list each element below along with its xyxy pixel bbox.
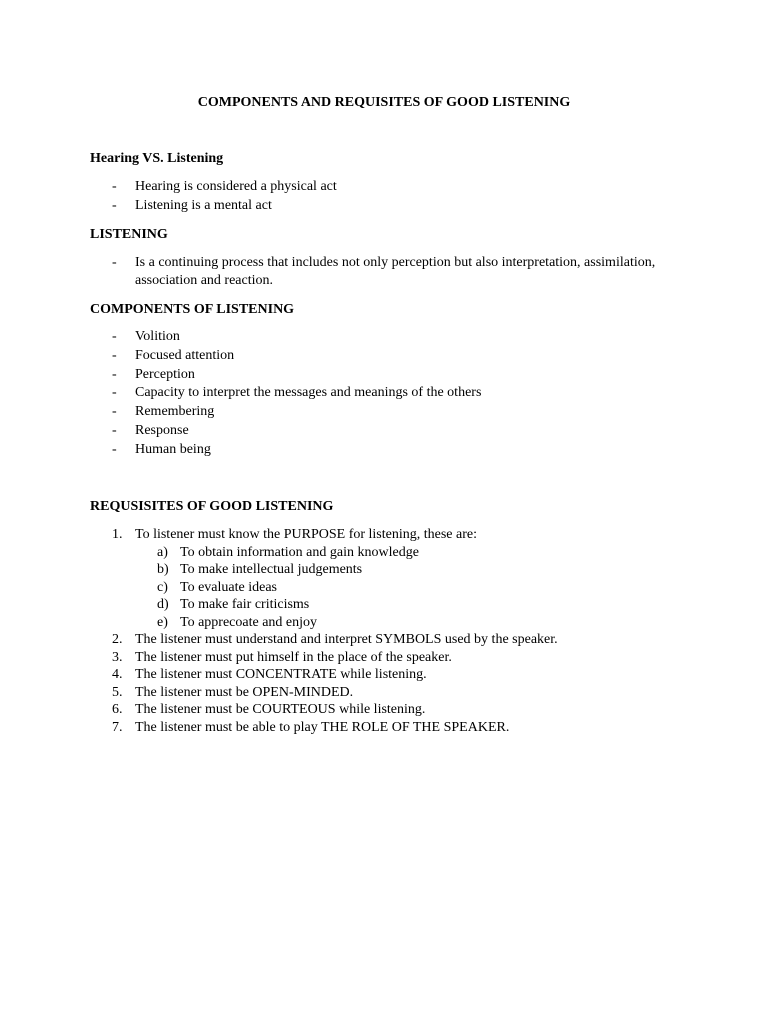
list-item-text: The listener must be OPEN-MINDED. <box>135 684 354 700</box>
sublist-letter: e) <box>157 614 168 630</box>
list-number: 2. <box>112 632 123 647</box>
list-item <box>90 254 680 290</box>
list-item <box>90 422 680 441</box>
list-item <box>90 366 680 385</box>
list-item-text: Response <box>135 422 189 438</box>
sublist-item-text: To make intellectual judgements <box>180 562 363 577</box>
sublist-letter: b) <box>157 562 169 577</box>
list-item-text: Focused attention <box>135 347 235 363</box>
sublist-item-text: To apprecoate and enjoy <box>180 614 318 630</box>
hearing-vs-listening-list <box>90 178 680 216</box>
sublist-item <box>135 561 690 579</box>
listening-list <box>90 254 680 290</box>
list-number: 5. <box>112 684 123 700</box>
sublist-item <box>135 544 690 562</box>
section-heading-requisites: REQUSISITES OF GOOD LISTENING <box>90 499 334 514</box>
sublist-letter: d) <box>157 597 169 612</box>
sublist-letter: c) <box>157 579 168 595</box>
list-item-text: Human being <box>135 441 211 457</box>
list-item-text: Listening is a mental act <box>135 197 272 213</box>
list-number: 3. <box>112 649 123 665</box>
list-item-text: The listener must CONCENTRATE while listening. <box>135 667 427 682</box>
dash-marker: - <box>112 441 117 457</box>
list-item-text: To listener must know the PURPOSE for listening, these are: <box>135 527 477 542</box>
list-item <box>90 701 690 719</box>
section-heading-hearing-vs-listening: Hearing VS. Listening <box>90 151 224 166</box>
dash-marker: - <box>112 347 117 363</box>
dash-marker: - <box>112 255 117 270</box>
list-item <box>90 178 680 197</box>
list-item-text: The listener must be COURTEOUS while listening. <box>135 702 426 717</box>
dash-marker: - <box>112 404 117 420</box>
dash-marker: - <box>112 179 117 194</box>
list-number: 1. <box>112 527 123 542</box>
list-item-text: Is a continuing process that includes not only perception but also interpretation, assimilation, association and reaction. <box>135 255 656 288</box>
section-heading-components: COMPONENTS OF LISTENING <box>90 302 295 317</box>
document-title: COMPONENTS AND REQUISITES OF GOOD LISTENING <box>197 95 571 110</box>
list-item <box>90 631 690 649</box>
section-heading-listening: LISTENING <box>90 227 168 242</box>
sublist-letter: a) <box>157 544 168 560</box>
list-number: 6. <box>112 702 123 717</box>
sublist-item-text: To obtain information and gain knowledge <box>180 544 419 560</box>
sublist-item <box>135 579 690 597</box>
list-item <box>90 526 690 631</box>
dash-marker: - <box>112 197 117 213</box>
sublist-item <box>135 596 690 614</box>
components-list <box>90 328 680 460</box>
sublist-item-text: To evaluate ideas <box>180 579 277 595</box>
list-item <box>90 441 680 460</box>
list-item-text: Perception <box>135 366 195 382</box>
list-number: 7. <box>112 719 123 735</box>
list-item-text: Hearing is considered a physical act <box>135 179 337 194</box>
list-item <box>90 403 680 422</box>
list-item-text: The listener must put himself in the place of the speaker. <box>135 649 452 665</box>
list-item <box>90 649 690 667</box>
list-item <box>90 666 690 684</box>
list-item <box>90 197 680 216</box>
dash-marker: - <box>112 366 117 382</box>
list-item <box>90 347 680 366</box>
list-item-text: Capacity to interpret the messages and meanings of the others <box>135 385 482 401</box>
purpose-sublist <box>135 544 690 632</box>
list-item-text: The listener must understand and interpret SYMBOLS used by the speaker. <box>135 632 558 647</box>
list-item <box>90 684 690 702</box>
list-item-text: The listener must be able to play THE ROLE OF THE SPEAKER. <box>135 719 510 735</box>
list-item-text: Volition <box>135 329 180 344</box>
dash-marker: - <box>112 422 117 438</box>
list-item <box>90 328 680 347</box>
sublist-item <box>135 614 690 632</box>
list-number: 4. <box>112 667 123 682</box>
dash-marker: - <box>112 385 117 401</box>
sublist-item-text: To make fair criticisms <box>180 597 310 612</box>
dash-marker: - <box>112 329 117 344</box>
list-item <box>90 719 690 737</box>
list-item <box>90 384 680 403</box>
list-item-text: Remembering <box>135 404 215 420</box>
requisites-list <box>90 526 690 736</box>
